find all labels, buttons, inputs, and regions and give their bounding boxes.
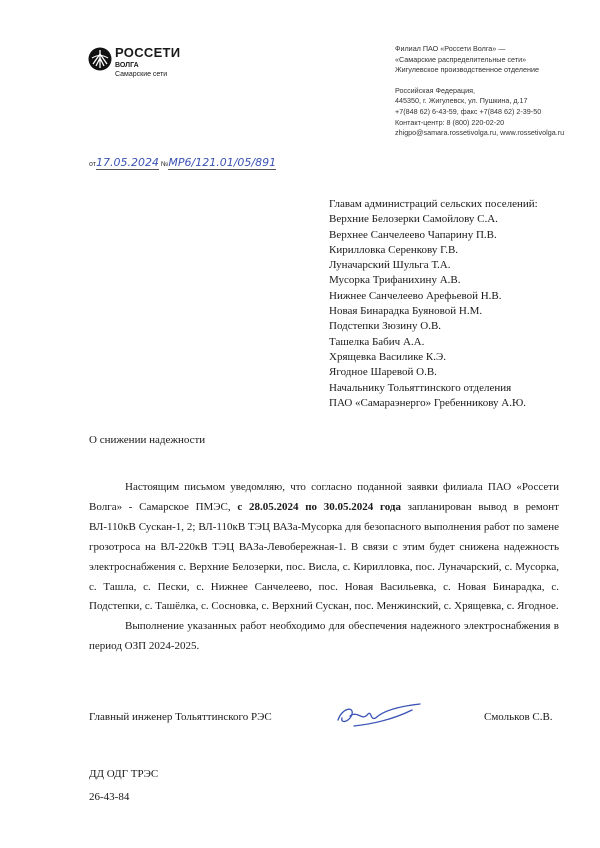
addressee-line: Мусорка Трифанихину А.В. [329, 274, 461, 287]
addressee-line: Ягодное Шаревой О.В. [329, 366, 437, 379]
address-line: 445350, г. Жигулевск, ул. Пушкина, д.17 [395, 96, 528, 106]
letter-subject: О снижении надежности [89, 434, 206, 446]
outgoing-reference [89, 156, 276, 170]
outgoing-number: МР6/121.01/05/891 [168, 156, 277, 169]
body-paragraph-2: Выполнение указанных работ необходимо для обеспечения надежного электроснабжения в период ОЗП 2024-2025. [89, 620, 559, 653]
addressee-block [329, 197, 538, 411]
addressee-line: Новая Бинарадка Буяновой Н.М. [329, 305, 483, 318]
addressee-line: Нижнее Санчелеево Арефьевой Н.В. [329, 289, 502, 302]
sender-line: Жигулевское производственное отделение [395, 65, 539, 75]
letter-body [89, 478, 559, 657]
contact-center-line: Контакт-центр: 8 (800) 220-02-20 [395, 117, 505, 127]
brand-region: ВОЛГА [115, 62, 139, 69]
date-prefix: от [89, 161, 96, 168]
outage-period: с 28.05.2024 по 30.05.2024 года [237, 500, 401, 513]
body-paragraph-1: Настоящим письмом уведомляю, что согласно поданной заявки филиала ПАО «Россети Волга» - Самарское ПМЭС, с 28.05.2024 по 30.05.2024 года запланирован вывод в ремонт ВЛ-110кВ Сускан-1, 2; ВЛ-110кВ ТЭЦ ВАЗа-Мусорка для безопасного выполнения работ по замене грозотроса на ВЛ-220кВ ТЭЦ ВАЗа-Левобережная-1. В связи с этим будет снижена надежность электроснабжения с. Верхние Белозерки, пос. Висла, с. Кирилловка, пос. Луначарский, с. Мусорка, с. Ташла, с. Пески, с. Нижнее Санчелеево, пос. Новая Васильевка, с. Новая Бинарадка, с. Подстепки, с. Ташёлка, с. Сосновка, с. Верхний Сускан, пос. Менжинский, с. Хрящевка, с. Ягодное. [89, 481, 559, 613]
sender-block [395, 44, 564, 139]
performer-block [89, 763, 158, 809]
address-line: Российская Федерация, [395, 85, 475, 95]
addressee-heading: Главам администраций сельских поселений: [329, 198, 538, 210]
addressee-line: Ташелка Бабич А.А. [329, 335, 425, 348]
email-web-line: zhigpo@samara.rosseti​volga.ru, www.rossetivolga.ru [395, 128, 565, 138]
sender-line: Филиал ПАО «Россети Волга» — [395, 44, 506, 53]
brand-subsidiary: Самарские сети [115, 71, 168, 78]
addressee-line: Хрящевка Василике К.Э. [329, 350, 447, 363]
number-prefix: № [160, 161, 169, 168]
signatory-name: Смольков С.В. [484, 711, 553, 723]
addressee-line: Верхние Белозерки Самойлову С.А. [329, 213, 498, 226]
phone-line: +7(848 62) 6-43-59, факс +7(848 62) 2-39-50 [395, 106, 542, 116]
addressee-line: Подстепки Зюзину О.В. [329, 320, 442, 333]
addressee-line: Верхнее Санчелеево Чапарину П.В. [329, 228, 497, 241]
addressee-line: Начальнику Тольяттинского отделения [329, 381, 512, 394]
addressee-line: Луначарский Шульга Т.А. [329, 259, 451, 272]
addressee-line: Кирилловка Серенкову Г.В. [329, 243, 459, 256]
rosseti-logo-icon [88, 47, 112, 71]
signatory-title: Главный инженер Тольяттинского РЭС [89, 711, 272, 723]
sender-line: «Самарские распределительные сети» [395, 54, 527, 64]
outgoing-date: 17.05.2024 [95, 156, 159, 169]
brand-name: РОССЕТИ [115, 45, 181, 60]
performer-phone: 26-43-84 [89, 791, 130, 803]
performer-dept: ДД ОДГ ТРЭС [89, 768, 159, 780]
addressee-line: ПАО «Самараэнерго» Гребенникову А.Ю. [329, 396, 527, 409]
handwritten-signature [332, 700, 424, 739]
